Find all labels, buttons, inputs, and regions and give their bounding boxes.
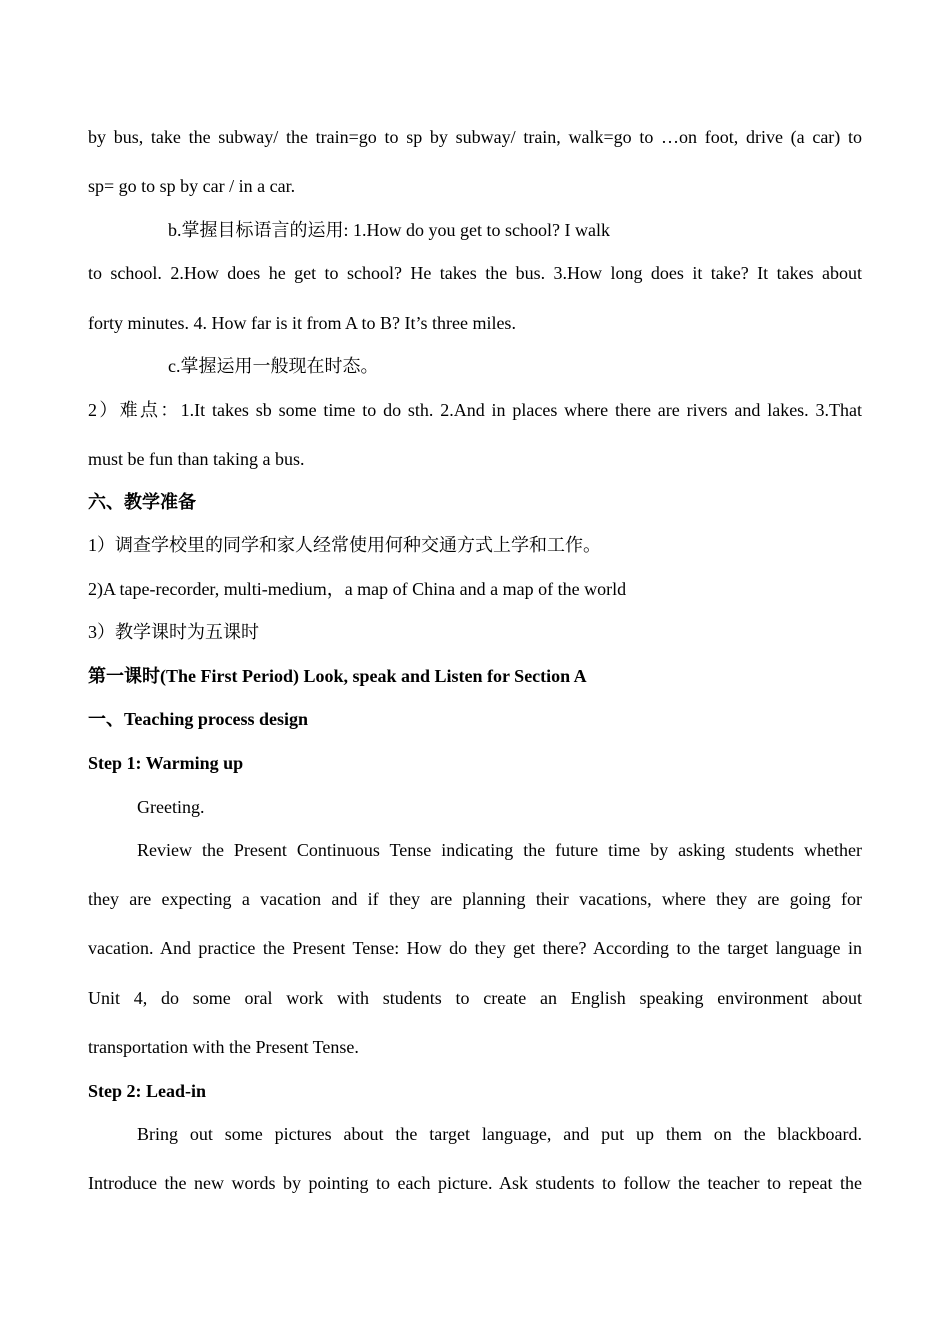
period-heading: 第一课时(The First Period) Look, speak and Listen for Section A xyxy=(88,666,587,686)
section-heading: 六、教学准备 xyxy=(88,492,196,512)
text-line: by bus, take the subway/ the train=go to sp by subway/ train, walk=go to …on foot, drive (a car) to xyxy=(88,127,862,147)
text-line: to school. 2.How does he get to school? He takes the bus. 3.How long does it take? It takes about xyxy=(88,263,862,283)
text-line: Greeting. xyxy=(137,797,205,817)
text-line: must be fun than taking a bus. xyxy=(88,449,305,469)
step-heading: Step 2: Lead-in xyxy=(88,1081,207,1101)
text-line: 1）调查学校里的同学和家人经常使用何种交通方式上学和工作。 xyxy=(88,535,601,555)
text-line: Introduce the new words by pointing to each picture. Ask students to follow the teacher to repeat the xyxy=(88,1173,862,1193)
text-line: 2)A tape-recorder, multi-medium，a map of China and a map of the world xyxy=(88,579,627,599)
text-line: c.掌握运用一般现在时态。 xyxy=(168,356,379,376)
text-line: forty minutes. 4. How far is it from A to B? It’s three miles. xyxy=(88,313,516,333)
text-line: Bring out some pictures about the target language, and put up them on the blackboard. xyxy=(137,1124,862,1144)
text-line: they are expecting a vacation and if they are planning their vacations, where they are going for xyxy=(88,889,862,909)
text-line: Review the Present Continuous Tense indicating the future time by asking students whether xyxy=(137,840,862,860)
text-line: 3）教学课时为五课时 xyxy=(88,622,259,642)
text-line: vacation. And practice the Present Tense: How do they get there? According to the target language in xyxy=(88,938,862,958)
text-line: sp= go to sp by car / in a car. xyxy=(88,176,296,196)
text-line: Unit 4, do some oral work with students to create an English speaking environment about xyxy=(88,988,862,1008)
step-heading: Step 1: Warming up xyxy=(88,753,244,773)
text-line: 2）难点：1.It takes sb some time to do sth. 2.And in places where there are rivers and lakes. 3.That xyxy=(88,400,862,420)
text-line: transportation with the Present Tense. xyxy=(88,1037,359,1057)
section-heading: 一、Teaching process design xyxy=(88,709,309,729)
text-line: b.掌握目标语言的运用: 1.How do you get to school? I walk xyxy=(168,220,610,240)
